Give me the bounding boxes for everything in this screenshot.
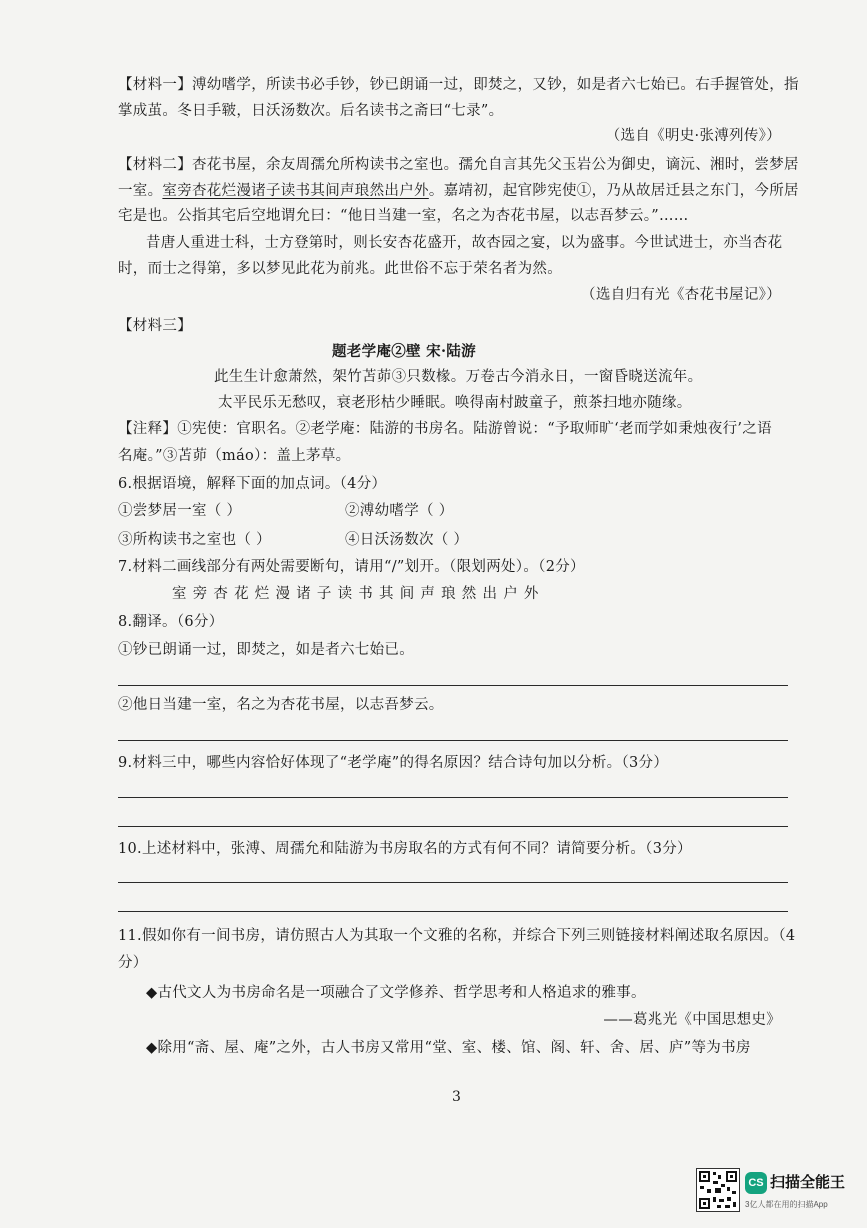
notes-line2: 名庵。”③苫茆（máo）：盖上茅草。: [118, 448, 351, 464]
camscanner-tagline: 3亿人都在用的扫描App: [745, 1200, 828, 1209]
q11-stem-line2: 分）: [118, 955, 148, 971]
material2-line2-post: 。嘉靖初，起官陟宪使①，乃从故居迁县之东门，今所居: [428, 183, 799, 199]
q6-stem: 6.根据语境，解释下面的加点词。（4分）: [118, 476, 387, 492]
q8-item-a: ①钞已朗诵一过，即焚之，如是者六七始已。: [118, 642, 414, 658]
q9-answer-line-1[interactable]: [118, 797, 788, 798]
material3-label: 【材料三】: [118, 318, 192, 334]
q6-item-c[interactable]: ③所构读书之室也（ ）: [118, 532, 271, 548]
page-number: 3: [452, 1089, 462, 1105]
q11-link1-source: ——葛兆光《中国思想史》: [603, 1012, 781, 1028]
q8-answer-line-b[interactable]: [118, 740, 788, 741]
q10-answer-line-2[interactable]: [118, 911, 788, 912]
notes-line1: 【注释】①宪使：官职名。②老学庵：陆游的书房名。陆游曾说：“予取师旷‘老而学如秉烛夜行’之语: [118, 421, 772, 437]
material2-line1: 【材料二】杏花书屋，余友周孺允所构读书之室也。孺允自言其先父玉岩公为御史，谪沅、湘时，尝梦居: [118, 157, 799, 173]
q8-answer-line-a[interactable]: [118, 685, 788, 686]
poem-title: 题老学庵②壁 宋·陆游: [332, 343, 476, 360]
material2-line4: 昔唐人重进士科，士方登第时，则长安杏花盛开，故杏园之宴，以为盛事。今世试进士，亦当杏花: [146, 235, 783, 251]
material1-source: （选自《明史·张溥列传》）: [605, 128, 781, 144]
material2-line2: [118, 181, 799, 201]
material2-source: （选自归有光《杏花书屋记》）: [581, 287, 781, 303]
q10-answer-line-1[interactable]: [118, 882, 788, 883]
material1-line2: 掌成茧。冬日手皲，日沃汤数次。后名读书之斋曰“七录”。: [118, 103, 504, 119]
q6-item-a[interactable]: ①尝梦居一室（ ）: [118, 503, 242, 519]
q10-stem: 10.上述材料中，张溥、周孺允和陆游为书房取名的方式有何不同？请简要分析。（3分）: [118, 841, 692, 857]
material2-line3: 宅是也。公指其宅后空地谓允曰：“他日当建一室，名之为杏花书屋，以志吾梦云。”……: [118, 208, 689, 224]
camscanner-name: 扫描全能王: [770, 1174, 846, 1191]
q6-item-d[interactable]: ④日沃汤数次（ ）: [345, 532, 469, 548]
q8-stem: 8.翻译。（6分）: [118, 614, 224, 630]
q11-link1: ◆古代文人为书房命名是一项融合了文学修养、哲学思考和人格追求的雅事。: [146, 985, 646, 1001]
q9-answer-line-2[interactable]: [118, 826, 788, 827]
camscanner-logo-icon: CS: [745, 1172, 767, 1194]
material2-line5: 时，而士之得第，多以梦见此花为前兆。此世俗不忘于荣名者为然。: [118, 261, 562, 277]
q7-stem: 7.材料二画线部分有两处需要断句，请用“/”划开。（限划两处）。（2分）: [118, 559, 585, 575]
q6-item-b[interactable]: ②溥幼嗜学（ ）: [345, 503, 454, 519]
poem-line2: 太平民乐无愁叹，衰老形枯少睡眠。唤得南村跛童子，煎茶扫地亦随缘。: [218, 395, 692, 411]
q7-text[interactable]: 室旁杏花烂漫诸子读书其间声琅然出户外: [172, 586, 545, 602]
material2-line2-pre: 一室。: [118, 183, 163, 199]
material1-line1: 【材料一】溥幼嗜学，所读书必手钞，钞已朗诵一过，即焚之，又钞，如是者六七始已。右手握管处，指: [118, 77, 799, 93]
q8-item-b: ②他日当建一室，名之为杏花书屋，以志吾梦云。: [118, 697, 444, 713]
q11-stem-line1: 11.假如你有一间书房，请仿照古人为其取一个文雅的名称，并综合下列三则链接材料阐述取名原因。（4: [118, 928, 796, 944]
material2-underlined-sentence: 室旁杏花烂漫诸子读书其间声琅然出户外: [162, 183, 429, 199]
qr-code-icon: [696, 1168, 740, 1212]
poem-line1: 此生生计愈萧然，架竹苫茆③只数椽。万卷古今消永日，一窗昏晓送流年。: [214, 369, 703, 385]
q11-link2: ◆除用“斋、屋、庵”之外，古人书房又常用“堂、室、楼、馆、阁、轩、舍、居、庐”等为书房: [146, 1040, 751, 1056]
q9-stem: 9.材料三中，哪些内容恰好体现了“老学庵”的得名原因？结合诗句加以分析。（3分）: [118, 755, 669, 771]
